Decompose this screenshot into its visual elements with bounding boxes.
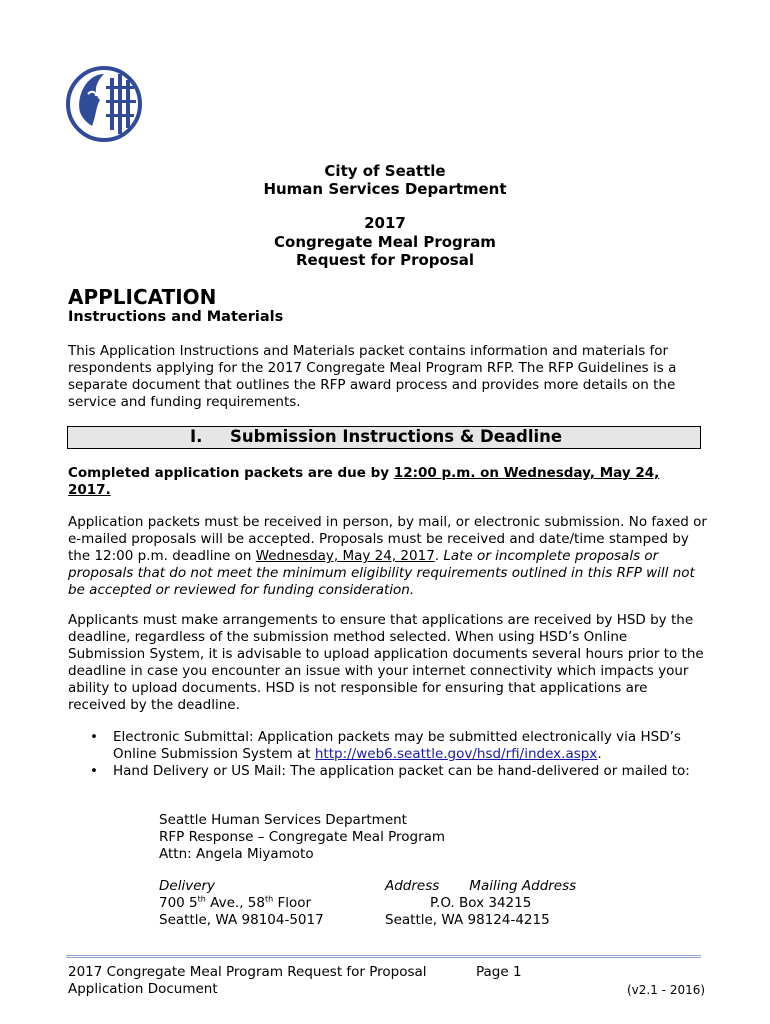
department-name: Human Services Department bbox=[263, 180, 507, 198]
ordinal: th bbox=[264, 894, 274, 904]
street-part: Ave., 58 bbox=[205, 895, 265, 911]
bullet-electronic bbox=[113, 729, 713, 763]
submission-link[interactable]: http://web6.seattle.gov/hsd/rfi/index.aspx bbox=[314, 746, 598, 762]
bullet-electronic-end: . bbox=[597, 746, 602, 762]
org-name: City of Seattle bbox=[324, 162, 446, 180]
intro-paragraph: This Application Instructions and Materials packet contains information and materials for respondents applying for the 2017 Congregate Meal Program RFP. The RFP Guidelines is a separate document that outlines the RFP award process and provides more details on the service and funding requirements. bbox=[68, 343, 677, 410]
street-part: Floor bbox=[273, 895, 312, 911]
version-label: (v2.1 - 2016) bbox=[627, 983, 706, 997]
section-title: Submission Instructions & Deadline bbox=[230, 427, 563, 446]
deadline-paragraph bbox=[68, 465, 708, 499]
submission-text: Application packets must be received in person, by mail, or electronic submission. No faxed or e-mailed proposals will be accepted. Proposals must be received and date/time stamped by the 12:00 p.m. deadline on bbox=[68, 514, 707, 564]
footer-title: 2017 Congregate Meal Program Request for Proposal bbox=[68, 964, 427, 980]
bullet-hand-delivery: Hand Delivery or US Mail: The application packet can be hand-delivered or mailed to: bbox=[113, 763, 690, 779]
document-type: Request for Proposal bbox=[295, 251, 474, 269]
mailing-box: P.O. Box 34215 bbox=[430, 895, 532, 911]
mailing-city: Seattle, WA 98124-4215 bbox=[385, 912, 550, 928]
program-name: Congregate Meal Program bbox=[274, 233, 496, 251]
section-number: I. bbox=[190, 427, 203, 446]
delivery-label: Delivery bbox=[159, 878, 216, 894]
bullet-electronic-text: Electronic Submittal: Application packets may be submitted electronically via HSD’s Online Submission System at bbox=[113, 729, 681, 762]
address-line: RFP Response – Congregate Meal Program bbox=[159, 829, 446, 845]
address-line: Seattle Human Services Department bbox=[159, 812, 407, 828]
page-number: Page 1 bbox=[476, 964, 522, 980]
mailing-label-a: Address bbox=[385, 878, 440, 894]
delivery-street bbox=[159, 895, 311, 912]
bullet-glyph: • bbox=[90, 763, 98, 779]
submission-sep: . bbox=[434, 548, 444, 564]
submission-date: Wednesday, May 24, 2017 bbox=[255, 548, 435, 564]
seattle-seal-icon bbox=[66, 64, 142, 144]
delivery-city: Seattle, WA 98104-5017 bbox=[159, 912, 324, 928]
footer-divider bbox=[66, 955, 701, 958]
deadline-date: 12:00 p.m. on Wednesday, May 24, bbox=[393, 465, 660, 481]
ordinal: th bbox=[197, 894, 206, 904]
mailing-label bbox=[385, 878, 576, 895]
page-subtitle: Instructions and Materials bbox=[68, 309, 284, 325]
mailing-label-b: Mailing Address bbox=[469, 878, 577, 894]
arrangements-paragraph: Applicants must make arrangements to ensure that applications are received by HSD by the deadline, regardless of the submission method selected. When using HSD’s Online Submission System, it is advisable to upload application documents several hours prior to the deadline in case you encounter an issue with your internet connectivity which impacts your ability to upload documents. HSD is not responsible for ensuring that applications are received by the deadline. bbox=[68, 612, 704, 713]
deadline-lead: Completed application packets are due by bbox=[68, 465, 394, 481]
address-line: Attn: Angela Miyamoto bbox=[159, 846, 314, 862]
submission-warning: Late or incomplete proposals or proposals that do not meet the minimum eligibility requirements outlined in this RFP will not be accepted or reviewed for funding consideration. bbox=[68, 548, 695, 598]
page-title: APPLICATION bbox=[68, 285, 217, 309]
section-heading bbox=[67, 426, 701, 449]
footer-doc-name: Application Document bbox=[68, 981, 218, 997]
deadline-year: 2017. bbox=[68, 482, 111, 498]
street-part: 700 5 bbox=[159, 895, 198, 911]
bullet-glyph: • bbox=[90, 729, 98, 745]
program-year: 2017 bbox=[364, 214, 406, 232]
submission-paragraph bbox=[68, 514, 708, 599]
